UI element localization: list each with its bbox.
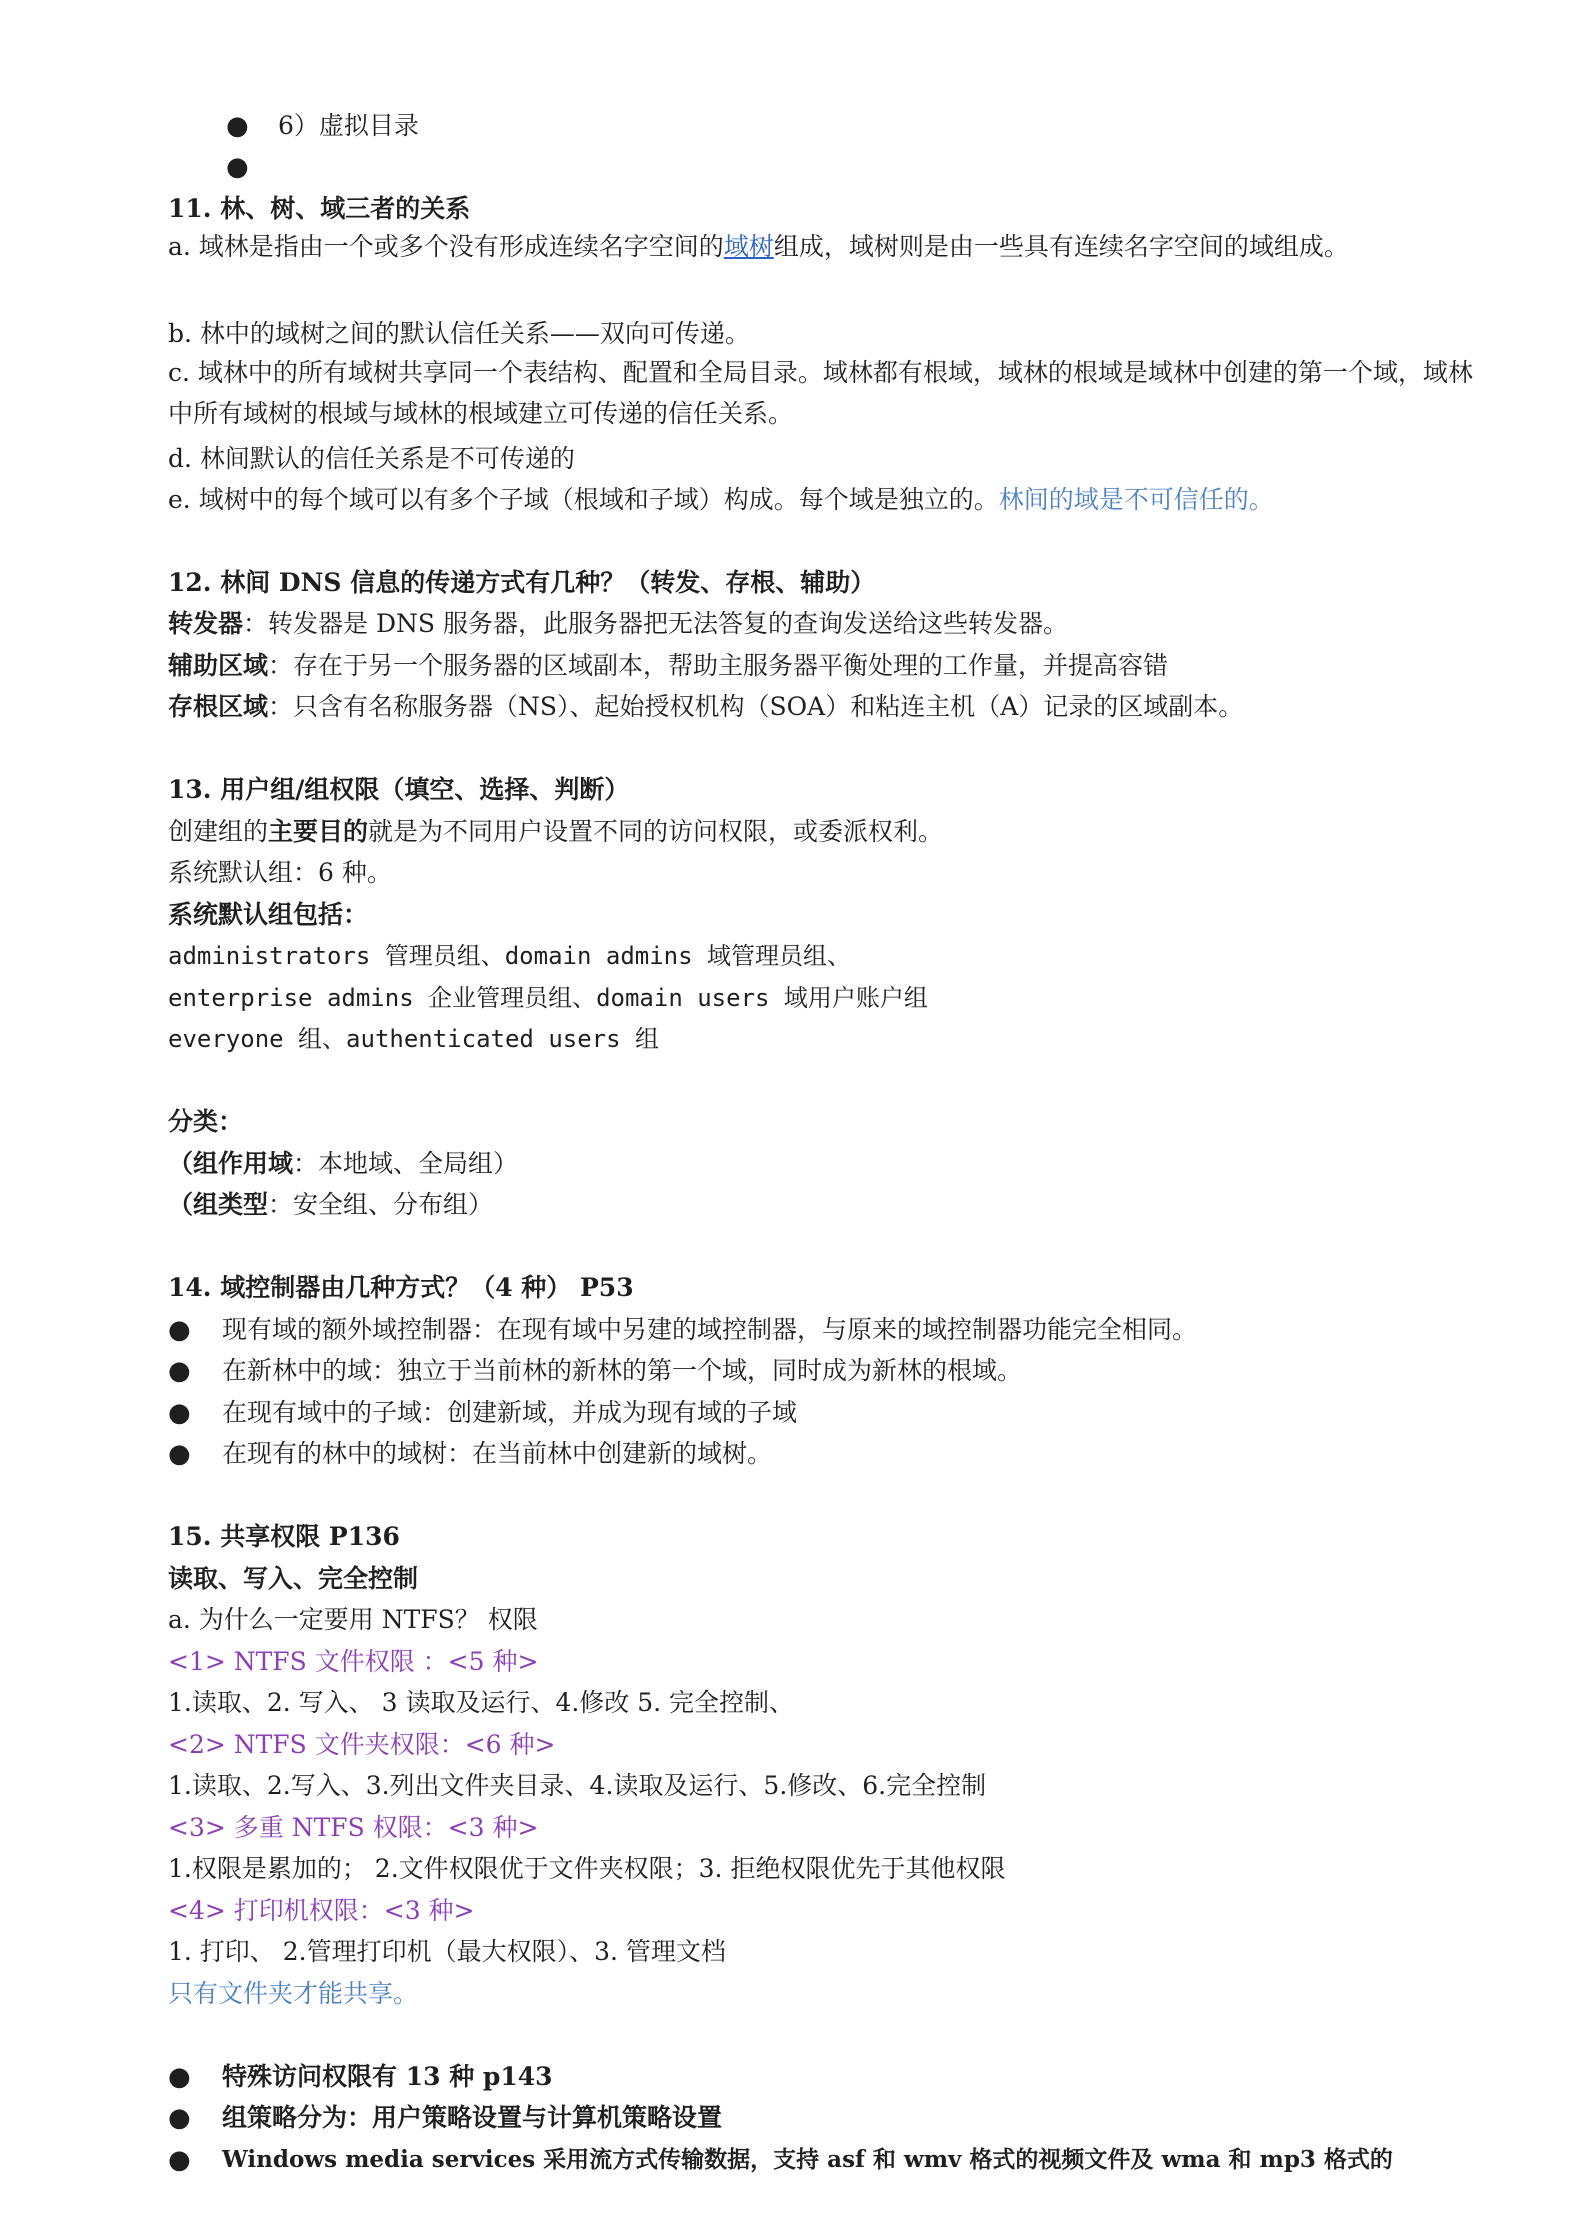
bullet-icon: ● xyxy=(168,2145,191,2175)
group-purpose-line: 创建组的主要目的就是为不同用户设置不同的访问权限，或委派权利。 xyxy=(168,817,944,846)
bullet-icon: ● xyxy=(168,2103,191,2133)
section-12-heading: 12. 林间 DNS 信息的传递方式有几种？（转发、存根、辅助） xyxy=(168,568,876,597)
multiple-ntfs-list: 1.权限是累加的； 2.文件权限优于文件夹权限；3. 拒绝权限优先于其他权限 xyxy=(168,1854,1006,1883)
section-14-heading: 14. 域控制器由几种方式？（4 种） P53 xyxy=(168,1273,634,1302)
bullet-icon: ● xyxy=(168,1356,191,1386)
default-groups-heading: 系统默认组包括： xyxy=(168,900,369,929)
group-scope-line: （组作用域：本地域、全局组） xyxy=(168,1149,519,1178)
section-13-heading: 13. 用户组/组权限（填空、选择、判断） xyxy=(168,775,630,804)
multiple-ntfs-heading: <3> 多重 NTFS 权限：<3 种> xyxy=(168,1813,539,1842)
list-item: 在新林中的域：独立于当前林的新林的第一个域，同时成为新林的根域。 xyxy=(222,1356,1023,1385)
list-item: 在现有的林中的域树：在当前林中创建新的域树。 xyxy=(222,1439,773,1468)
default-group-count: 系统默认组：6 种。 xyxy=(168,858,392,887)
ntfs-folder-permission-heading: <2> NTFS 文件夹权限：<6 种> xyxy=(168,1730,556,1759)
printer-permission-heading: <4> 打印机权限：<3 种> xyxy=(168,1896,475,1925)
paragraph-11d: d. 林间默认的信任关系是不可传递的 xyxy=(168,444,575,473)
bullet-icon: ● xyxy=(226,111,249,141)
section-15-heading: 15. 共享权限 P136 xyxy=(168,1522,400,1551)
printer-permission-list: 1. 打印、 2.管理打印机（最大权限）、3. 管理文档 xyxy=(168,1937,726,1966)
list-item: Windows media services 采用流方式传输数据，支持 asf 和 wmv 格式的视频文件及 wma 和 mp3 格式的 xyxy=(222,2146,1393,2173)
classification-heading: 分类： xyxy=(168,1107,244,1136)
share-permissions-summary: 读取、写入、完全控制 xyxy=(168,1564,419,1593)
bullet-icon: ● xyxy=(168,2062,191,2092)
section-11-heading: 11. 林、树、域三者的关系 xyxy=(168,194,471,223)
folder-share-note: 只有文件夹才能共享。 xyxy=(168,1979,419,2008)
ntfs-file-permission-list: 1.读取、2. 写入、 3 读取及运行、4.修改 5. 完全控制、 xyxy=(168,1688,795,1717)
paragraph-11b: b. 林中的域树之间的默认信任关系——双向可传递。 xyxy=(168,319,750,348)
paragraph-11e: e. 域树中的每个域可以有多个子域（根域和子域）构成。每个域是独立的。林间的域是不可信任的。 xyxy=(168,485,1274,514)
secondary-zone-line: 辅助区域：存在于另一个服务器的区域副本，帮助主服务器平衡处理的工作量，并提高容错 xyxy=(168,651,1169,680)
stub-zone-line: 存根区域：只含有名称服务器（NS）、起始授权机构（SOA）和粘连主机（A）记录的区域副本。 xyxy=(168,692,1244,721)
bullet-icon: ● xyxy=(168,1398,191,1428)
default-groups-line-3: everyone 组、authenticated users 组 xyxy=(168,1025,660,1053)
paragraph-11a: a. 域林是指由一个或多个没有形成连续名字空间的域树组成，域树则是由一些具有连续名字空间的域组成。 xyxy=(168,232,1349,261)
list-item: 6）虚拟目录 xyxy=(278,111,419,140)
list-item: 组策略分为：用户策略设置与计算机策略设置 xyxy=(222,2103,723,2132)
forest-untrusted-note: 林间的域是不可信任的。 xyxy=(998,485,1274,514)
default-groups-line-2: enterprise admins 企业管理员组、domain users 域用户账户组 xyxy=(168,984,928,1012)
paragraph-11c: c. 域林中的所有域树共享同一个表结构、配置和全局目录。域林都有根域，域林的根域是域林中创建的第一个域，域林中所有域树的根域与域林的根域建立可传递的信任关系。 xyxy=(168,358,1473,428)
group-type-line: （组类型：安全组、分布组） xyxy=(168,1190,494,1219)
bullet-icon: ● xyxy=(168,1439,191,1469)
list-item: 现有域的额外域控制器：在现有域中另建的域控制器，与原来的域控制器功能完全相同。 xyxy=(222,1315,1198,1344)
list-item: 特殊访问权限有 13 种 p143 xyxy=(222,2062,553,2091)
ntfs-file-permission-heading: <1> NTFS 文件权限 ：<5 种> xyxy=(168,1647,539,1676)
ntfs-folder-permission-list: 1.读取、2.写入、3.列出文件夹目录、4.读取及运行、5.修改、6.完全控制 xyxy=(168,1771,987,1800)
default-groups-line-1: administrators 管理员组、domain admins 域管理员组、 xyxy=(168,942,852,970)
bullet-icon: ● xyxy=(168,1315,191,1345)
list-item: 在现有域中的子域：创建新域，并成为现有域的子域 xyxy=(222,1398,798,1427)
forwarder-line: 转发器：转发器是 DNS 服务器，此服务器把无法答复的查询发送给这些转发器。 xyxy=(168,609,1068,638)
bullet-icon: ● xyxy=(226,152,249,182)
ntfs-question: a. 为什么一定要用 NTFS？ 权限 xyxy=(168,1605,538,1634)
domain-tree-link[interactable]: 域树 xyxy=(723,232,774,261)
